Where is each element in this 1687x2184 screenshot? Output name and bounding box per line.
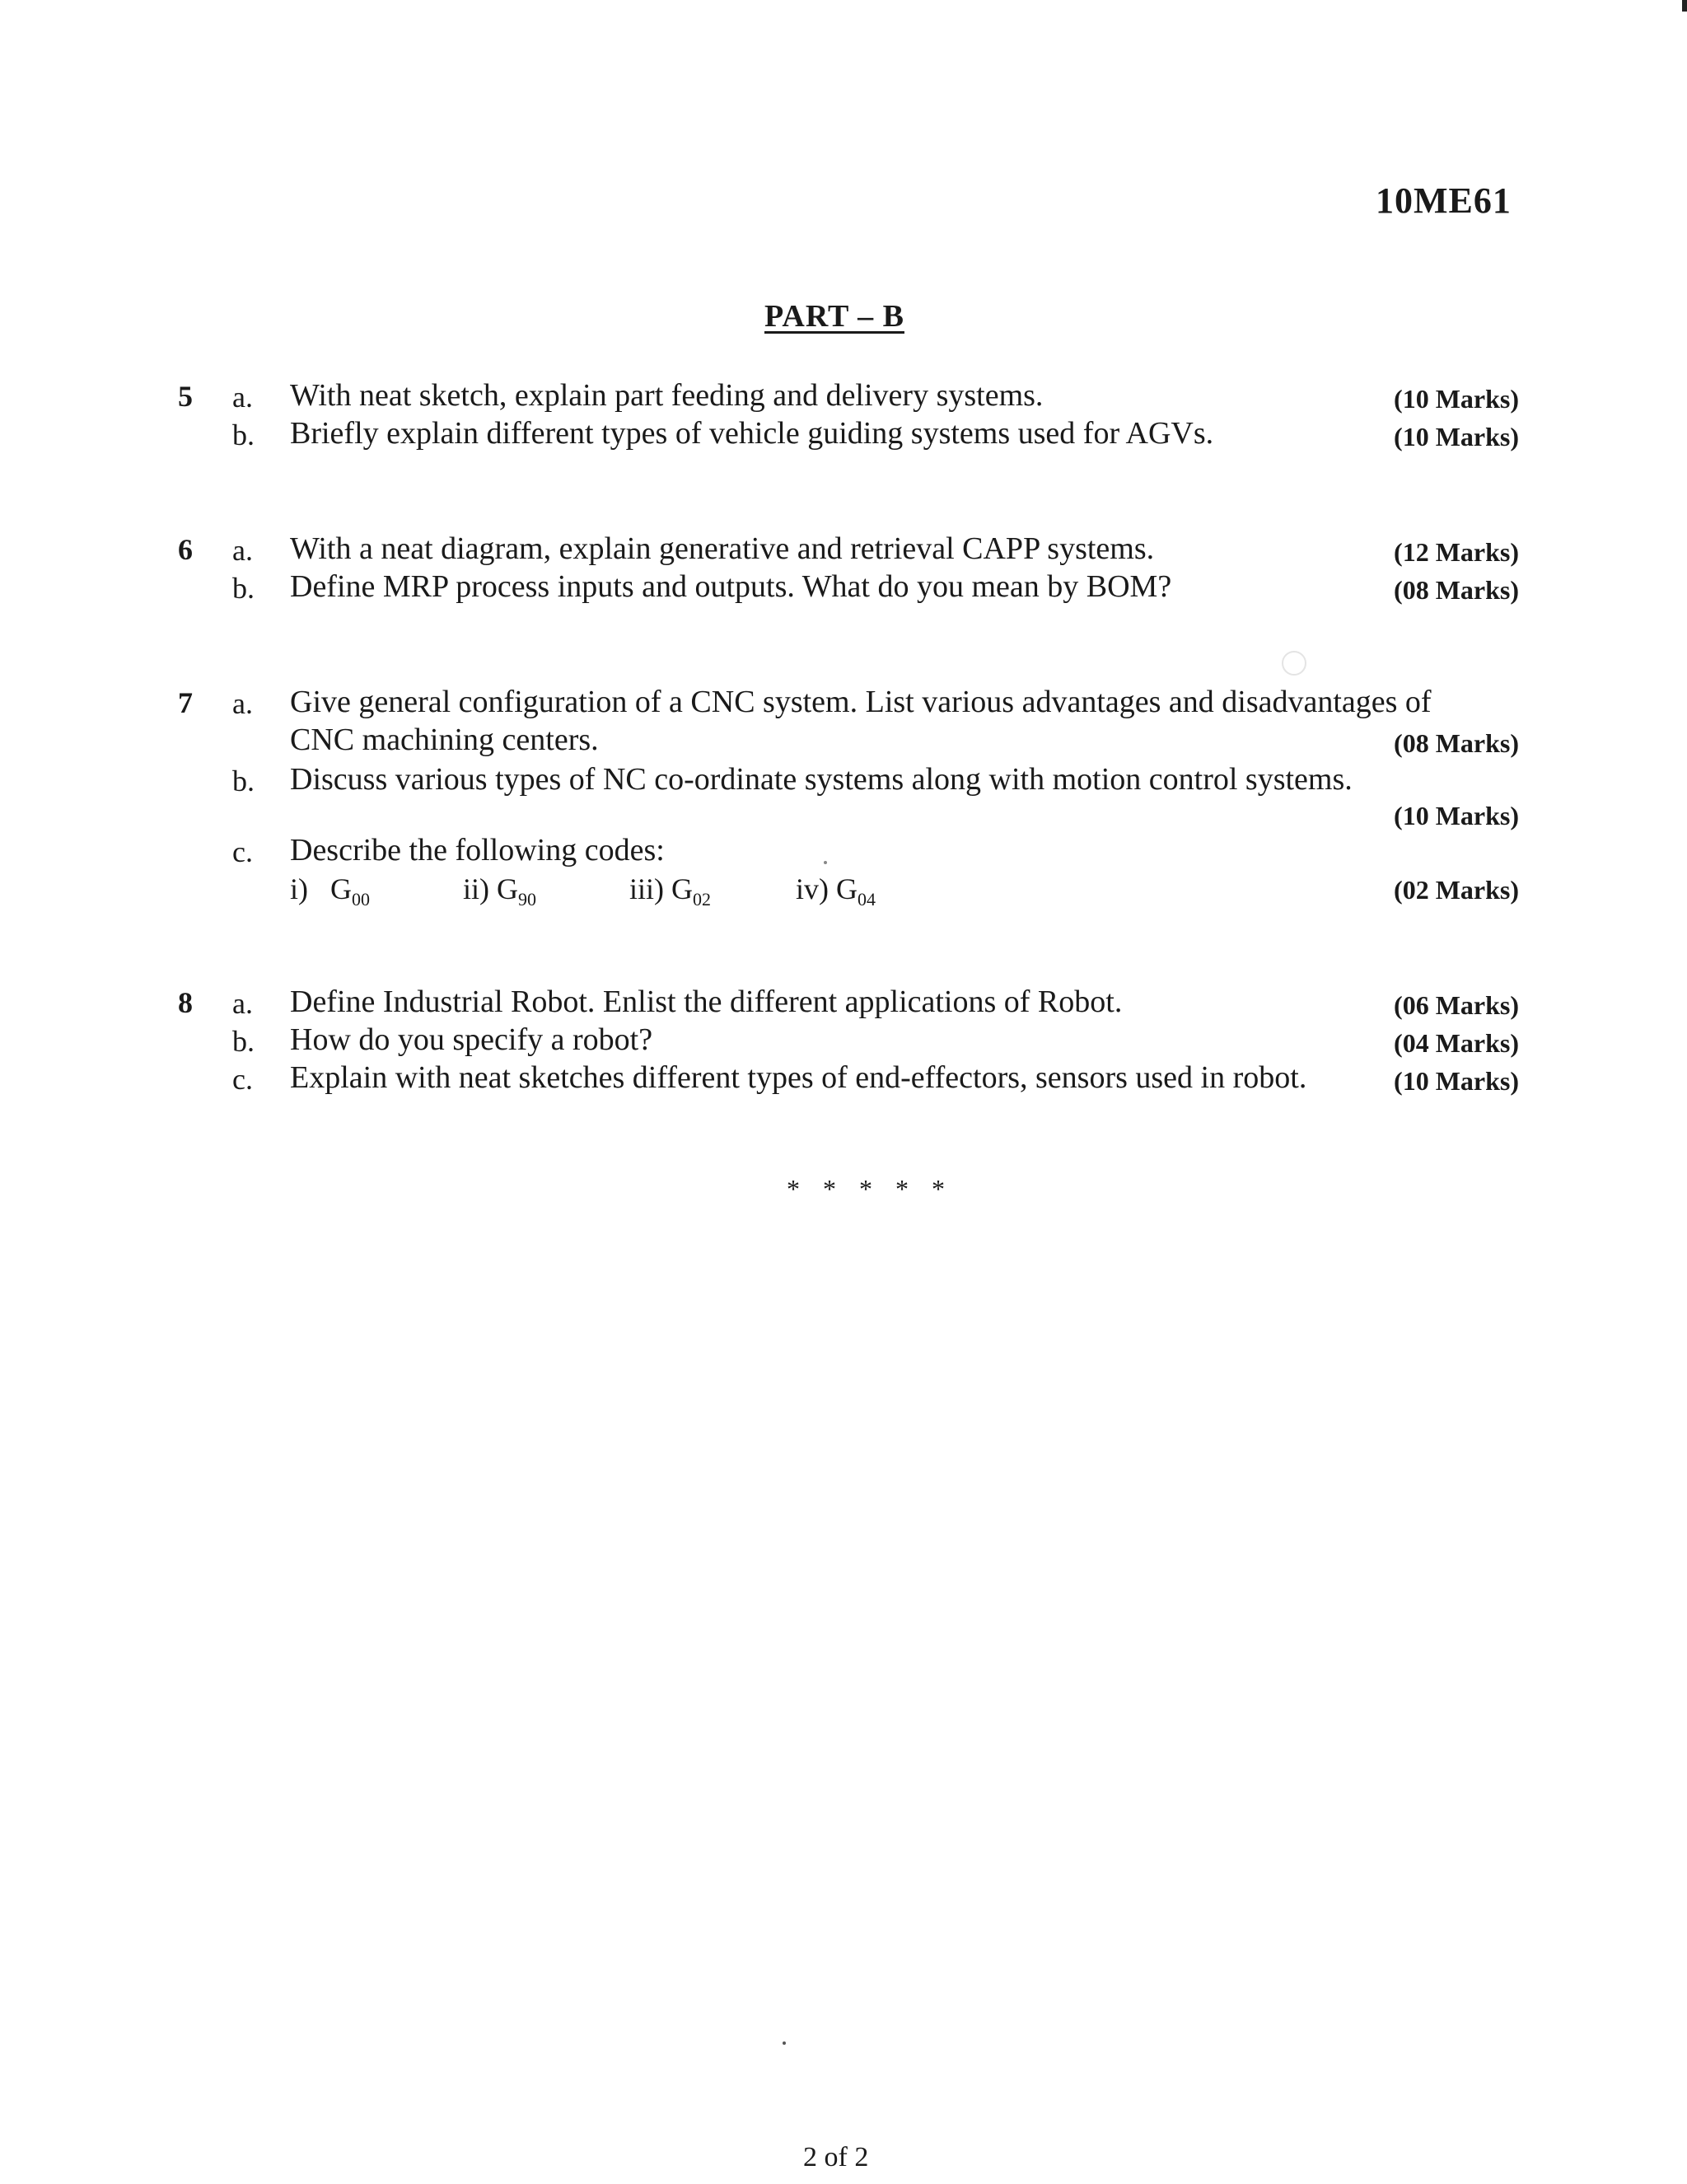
- code-prefix: ii): [463, 872, 489, 905]
- code-prefix: i): [290, 872, 308, 905]
- item-label: b.: [232, 1025, 255, 1058]
- item-label: c.: [232, 835, 253, 868]
- marks-label: (04 Marks): [1394, 1028, 1519, 1058]
- question-text: Describe the following codes:: [290, 833, 665, 868]
- question-text: Define Industrial Robot. Enlist the different applications of Robot.: [290, 984, 1123, 1019]
- scan-speck: [1282, 651, 1306, 676]
- question-number: 5: [178, 380, 193, 413]
- code-subscript: 90: [518, 889, 536, 910]
- scan-edge-mark: [1682, 0, 1687, 12]
- question-number: 7: [178, 686, 193, 719]
- question-text: How do you specify a robot?: [290, 1022, 653, 1057]
- marks-label: (10 Marks): [1394, 1066, 1519, 1096]
- question-text: With a neat diagram, explain generative and retrieval CAPP systems.: [290, 531, 1155, 566]
- question-text: Explain with neat sketches different types of end-effectors, sensors used in robot.: [290, 1060, 1307, 1095]
- end-of-paper-marker: * * * * *: [787, 1174, 953, 1204]
- question-number: 8: [178, 986, 193, 1019]
- item-label: b.: [232, 419, 255, 451]
- item-label: a.: [232, 381, 253, 414]
- code-item: [629, 872, 711, 910]
- item-label: a.: [232, 534, 253, 567]
- part-title: PART – B: [764, 299, 904, 334]
- code-prefix: iii): [629, 872, 664, 905]
- code-letter: G: [671, 872, 693, 905]
- question-number: 6: [178, 533, 193, 566]
- code-subscript: 00: [352, 889, 370, 910]
- question-text: Define MRP process inputs and outputs. What do you mean by BOM?: [290, 569, 1172, 604]
- marks-label: (08 Marks): [1394, 575, 1519, 605]
- marks-label: (12 Marks): [1394, 537, 1519, 567]
- item-label: a.: [232, 687, 253, 720]
- code-letter: G: [330, 872, 352, 905]
- item-label: c.: [232, 1063, 253, 1096]
- marks-label: (02 Marks): [1394, 875, 1519, 905]
- item-label: a.: [232, 987, 253, 1020]
- marks-label: (10 Marks): [1394, 384, 1519, 414]
- code-letter: G: [497, 872, 518, 905]
- marks-label: (06 Marks): [1394, 990, 1519, 1020]
- marks-label: (08 Marks): [1394, 728, 1519, 758]
- question-text-continued: CNC machining centers.: [290, 723, 599, 757]
- scan-speck: [824, 861, 827, 864]
- code-item: [796, 872, 876, 910]
- question-text: Discuss various types of NC co-ordinate systems along with motion control systems.: [290, 762, 1353, 797]
- page-number: 2 of 2: [803, 2142, 869, 2172]
- item-label: b.: [232, 572, 255, 605]
- question-text: Give general configuration of a CNC system. List various advantages and disadvantages of: [290, 685, 1432, 719]
- code-letter: G: [836, 872, 858, 905]
- code-item: [463, 872, 536, 910]
- code-subscript: 04: [858, 889, 876, 910]
- question-text: Briefly explain different types of vehicle guiding systems used for AGVs.: [290, 416, 1214, 451]
- code-item: [290, 872, 370, 910]
- code-prefix: iv): [796, 872, 829, 905]
- scan-speck: [783, 2041, 786, 2045]
- question-text: With neat sketch, explain part feeding and delivery systems.: [290, 378, 1044, 413]
- marks-label: (10 Marks): [1394, 422, 1519, 451]
- code-subscript: 02: [693, 889, 711, 910]
- subject-code: 10ME61: [1376, 180, 1512, 221]
- marks-label: (10 Marks): [1394, 801, 1519, 830]
- item-label: b.: [232, 765, 255, 797]
